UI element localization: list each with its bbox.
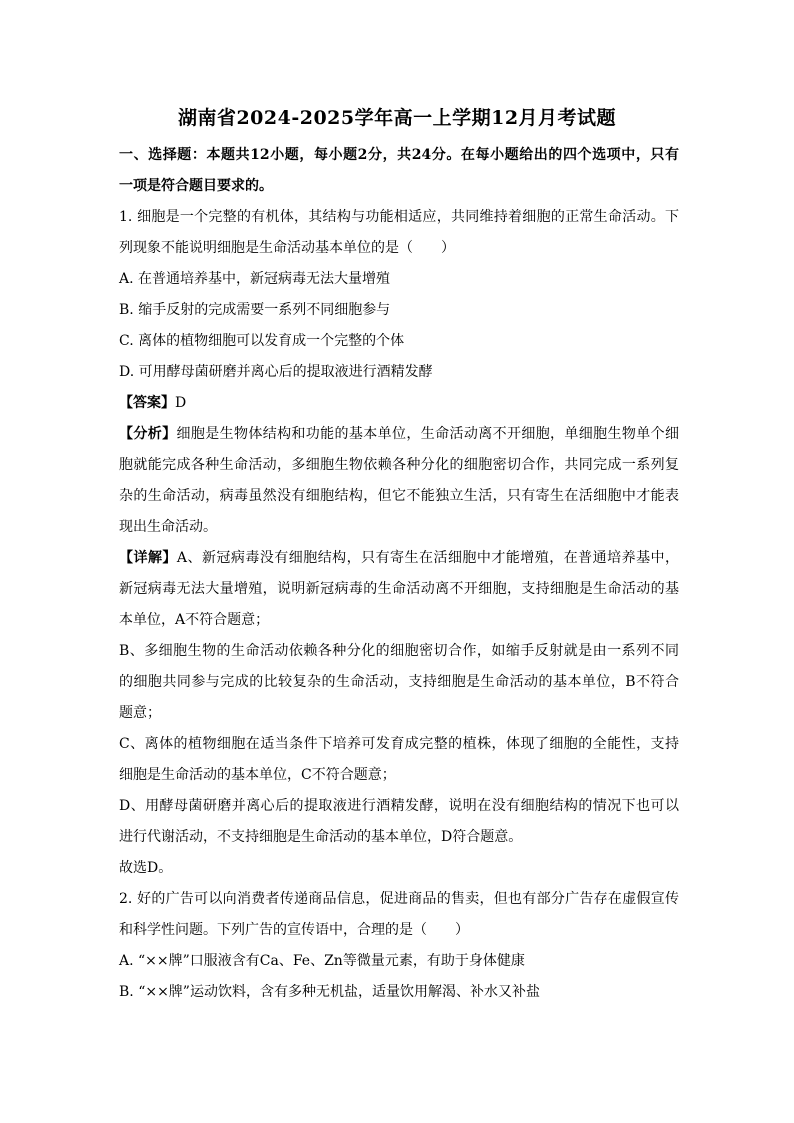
option-a: A. 在普通培养基中，新冠病毒无法大量增殖 (119, 271, 391, 287)
option-d: D. 可用酵母菌研磨并离心后的提取液进行酒精发酵 (119, 364, 433, 380)
detail-line: C、离体的植物细胞在适当条件下培养可发育成完整的植株，体现了细胞的全能性，支持 (119, 736, 679, 752)
analysis-line (119, 419, 679, 450)
section-header-line: 一、选择题：本题共12小题，每小题2分，共24分。在每小题给出的四个选项中，只有 (119, 147, 679, 163)
detail-line: D、用酵母菌研磨并离心后的提取液进行酒精发酵，说明在没有细胞结构的情况下也可以 (119, 798, 679, 814)
analysis-line: 杂的生命活动，病毒虽然没有细胞结构，但它不能独立生活，只有寄生在活细胞中才能表 (119, 488, 679, 504)
analysis-tag: 【分析】 (119, 426, 177, 442)
detail-line: 进行代谢活动，不支持细胞是生命活动的基本单位，D符合题意。 (119, 829, 523, 845)
answer-value: D (175, 395, 187, 411)
option-c: C. 离体的植物细胞可以发育成一个完整的个体 (119, 333, 405, 349)
detail-line: 的细胞共同参与完成的比较复杂的生命活动，支持细胞是生命活动的基本单位，B不符合 (119, 674, 679, 690)
detail-tag: 【详解】 (119, 550, 177, 566)
detail-text: A、新冠病毒没有细胞结构，只有寄生在活细胞中才能增殖，在普通培养基中， (176, 550, 679, 566)
detail-line: 新冠病毒无法大量增殖，说明新冠病毒的生命活动离不开细胞，支持细胞是生命活动的基 (119, 581, 679, 597)
analysis-line: 现出生命活动。 (119, 519, 217, 535)
question-stem-line: 和科学性问题。下列广告的宣传语中，合理的是（ ） (119, 922, 469, 938)
detail-line: 本单位，A不符合题意； (119, 612, 270, 628)
option-b: B. “××牌”运动饮料，含有多种无机盐，适量饮用解渴、补水又补盐 (119, 984, 540, 1000)
detail-line: 题意； (119, 705, 161, 721)
question-stem-line: 列现象不能说明细胞是生命活动基本单位的是（ ） (119, 240, 455, 256)
answer-line (119, 388, 679, 419)
section-header-line: 一项是符合题目要求的。 (119, 178, 273, 194)
section-header (119, 140, 679, 202)
question-stem-line: 2. 好的广告可以向消费者传递商品信息，促进商品的售卖，但也有部分广告存在虚假宣传 (119, 891, 679, 907)
analysis-text: 细胞是生物体结构和功能的基本单位，生命活动离不开细胞，单细胞生物单个细 (176, 426, 679, 442)
question-stem-line: 1. 细胞是一个完整的有机体，其结构与功能相适应，共同维持着细胞的正常生命活动。下 (119, 209, 679, 225)
answer-tag: 【答案】 (119, 395, 175, 411)
page-title: 湖南省2024-2025学年高一上学期12月月考试题 (177, 107, 617, 129)
analysis-line: 胞就能完成各种生命活动，多细胞生物依赖各种分化的细胞密切合作，共同完成一系列复 (119, 457, 679, 473)
detail-line (119, 543, 679, 574)
detail-line: B、多细胞生物的生命活动依赖各种分化的细胞密切合作，如缩手反射就是由一系列不同 (119, 643, 679, 659)
option-a: A. “××牌”口服液含有Ca、Fe、Zn等微量元素，有助于身体健康 (119, 953, 525, 969)
question-2 (119, 884, 679, 1008)
option-b: B. 缩手反射的完成需要一系列不同细胞参与 (119, 302, 391, 318)
conclusion: 故选D。 (119, 860, 173, 876)
detail-line: 细胞是生命活动的基本单位，C不符合题意； (119, 767, 396, 783)
question-1 (119, 202, 679, 884)
